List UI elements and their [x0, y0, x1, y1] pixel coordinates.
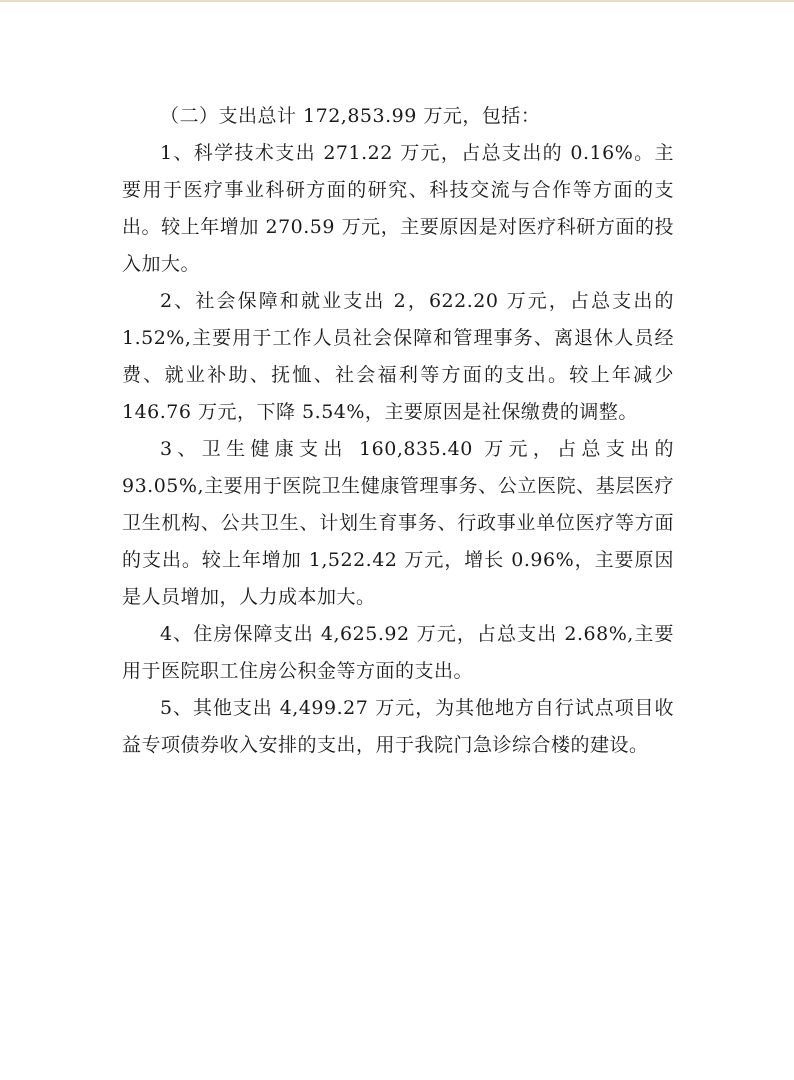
paragraph-science-technology: 1、科学技术支出 271.22 万元，占总支出的 0.16%。主要用于医疗事业科研方面的研究、科技交流与合作等方面的支出。较上年增加 270.59 万元，主要原因是对医疗科研方面的投入加大。: [122, 142, 674, 275]
paragraph-other: 5、其他支出 4,499.27 万元，为其他地方自行试点项目收益专项债券收入安排的支出，用于我院门急诊综合楼的建设。: [122, 697, 674, 756]
document-body: [122, 98, 674, 764]
paragraph-social-security: 2、社会保障和就业支出 2，622.20 万元，占总支出的 1.52%,主要用于工作人员社会保障和管理事务、离退休人员经费、就业补助、抚恤、社会福利等方面的支出。较上年减少 146.76 万元，下降 5.54%，主要原因是社保缴费的调整。: [122, 290, 674, 423]
paragraph-expenditure-total: （二）支出总计 172,853.99 万元，包括：: [160, 105, 541, 127]
paragraph-health: 3、卫生健康支出 160,835.40 万元，占总支出的 93.05%,主要用于医院卫生健康管理事务、公立医院、基层医疗卫生机构、公共卫生、计划生育事务、行政事业单位医疗等方面的支出。较上年增加 1,522.42 万元，增长 0.96%，主要原因是人员增加，人力成本加大。: [122, 438, 674, 608]
paragraph-housing: 4、住房保障支出 4,625.92 万元，占总支出 2.68%,主要用于医院职工住房公积金等方面的支出。: [122, 623, 674, 682]
top-border: [0, 0, 794, 2]
